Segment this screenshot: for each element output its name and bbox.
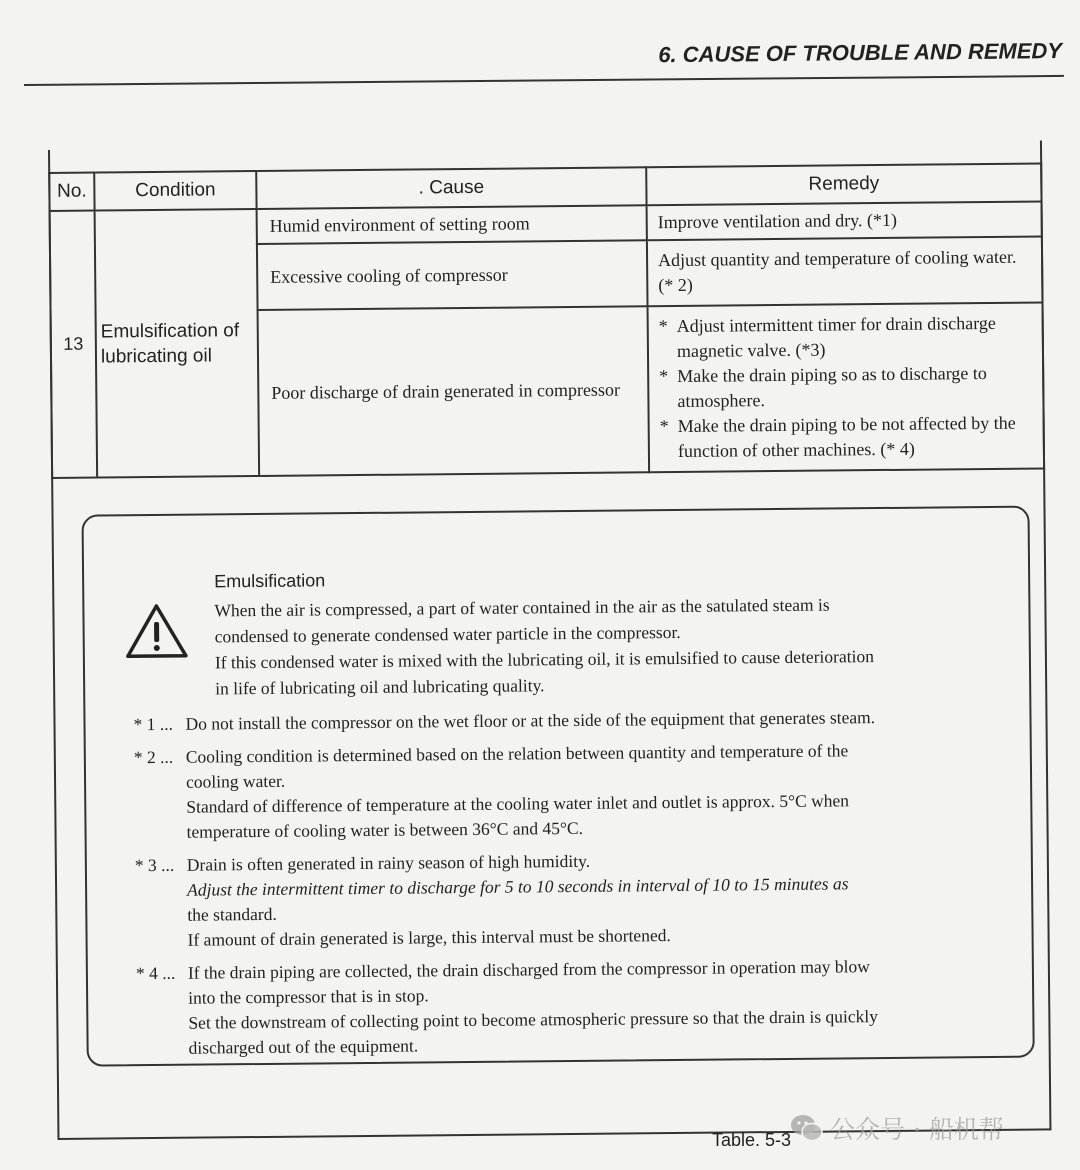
notice-line: condensed to generate condensed water particle in the compressor. [214, 621, 681, 647]
footnote-line: the standard. [187, 903, 277, 925]
watermark [790, 1110, 1004, 1146]
notice-line: If this condensed water is mixed with the lubricating oil, it is emulsified to cause deterioration [214, 646, 875, 673]
page-header-title: 6. CAUSE OF TROUBLE AND REMEDY [658, 38, 1063, 68]
cause-cell: Poor discharge of drain generated in compressor [258, 306, 650, 476]
notice-line: When the air is compressed, a part of water contained in the air as the satulated steam is [214, 594, 830, 621]
notice-title: Emulsification [214, 570, 326, 592]
header-no: No. [49, 173, 94, 211]
footnotes [133, 704, 1016, 1069]
remedy-cell [648, 302, 1045, 472]
row-condition: Emulsification of lubricating oil [95, 209, 260, 478]
footnote-mark: * 1 ... [133, 713, 173, 735]
remedy-bullet-text: Adjust intermittent timer for drain discharge magnetic valve. (*3) [676, 312, 996, 361]
footnote-2 [134, 737, 1015, 845]
row-number: 13 [50, 211, 98, 478]
header-remedy: Remedy [646, 163, 1041, 205]
footnote-line: discharged out of the equipment. [188, 1035, 419, 1058]
footnote-line: Set the downstream of collecting point to become atmospheric pressure so that the drain is quickly [188, 1006, 879, 1033]
footnote-line: Adjust the intermittent timer to discharge for 5 to 10 seconds in interval of 10 to 15 minutes as [187, 873, 849, 900]
footnote-line: Drain is often generated in rainy season of high humidity. [186, 850, 591, 875]
footnote-1 [133, 704, 1013, 737]
footnote-line: temperature of cooling water is between 36°C and 45°C. [186, 817, 584, 842]
remedy-bullet: * Make the drain piping so as to discharge to atmosphere. [659, 362, 987, 411]
footnote-mark: * 2 ... [133, 746, 174, 768]
wechat-logo-icon [790, 1113, 824, 1143]
remedy-cell: Adjust quantity and temperature of cooling water. (* 2) [647, 236, 1043, 306]
table-caption: Table. 5-3 [712, 1130, 792, 1150]
notice-body [214, 590, 1015, 702]
remedy-bullet: * Make the drain piping to be not affected by the function of other machines. (* 4) [659, 412, 1016, 461]
notice-line: in life of lubricating oil and lubricating quality. [215, 675, 545, 699]
header-cause: . Cause [256, 167, 646, 209]
footnote-line: into the compressor that is in stop. [188, 985, 429, 1008]
warning-triangle-icon [124, 602, 189, 661]
remedy-bullet-text: Make the drain piping to be not affected by the function of other machines. (* 4) [677, 412, 1016, 461]
footnote-4 [136, 953, 1017, 1061]
watermark-text: 公众号 · 船机帮 [830, 1115, 1004, 1144]
footnote-line: Do not install the compressor on the wet floor or at the side of the equipment that generates steam. [185, 707, 876, 734]
remedy-cell: Improve ventilation and dry. (*1) [647, 201, 1042, 240]
remedy-bullet-text: Make the drain piping so as to discharge to atmosphere. [677, 362, 987, 411]
header-condition: Condition [94, 171, 256, 211]
cause-cell: Humid environment of setting room [257, 205, 647, 244]
footnote-mark: * 3 ... [134, 854, 175, 876]
trouble-table [48, 162, 1045, 479]
emulsification-notice-box [82, 506, 1035, 1067]
footnote-line: cooling water. [185, 770, 286, 792]
header-rule [24, 75, 1064, 86]
footnote-line: Standard of difference of temperature at the cooling water inlet and outlet is approx. 5°C when [186, 790, 850, 817]
document-sheet [48, 140, 1049, 1139]
cause-cell: Excessive cooling of compressor [257, 240, 648, 310]
footnote-line: If amount of drain generated is large, this interval must be shortened. [187, 925, 671, 950]
remedy-bullet: * Adjust intermittent timer for drain discharge magnetic valve. (*3) [658, 312, 996, 361]
footnote-3 [135, 845, 1016, 953]
footnote-line: Cooling condition is determined based on the relation between quantity and temperature of the [185, 740, 849, 767]
footnote-mark: * 4 ... [135, 962, 176, 984]
footnote-line: If the drain piping are collected, the drain discharged from the compressor in operation may blow [187, 956, 870, 983]
